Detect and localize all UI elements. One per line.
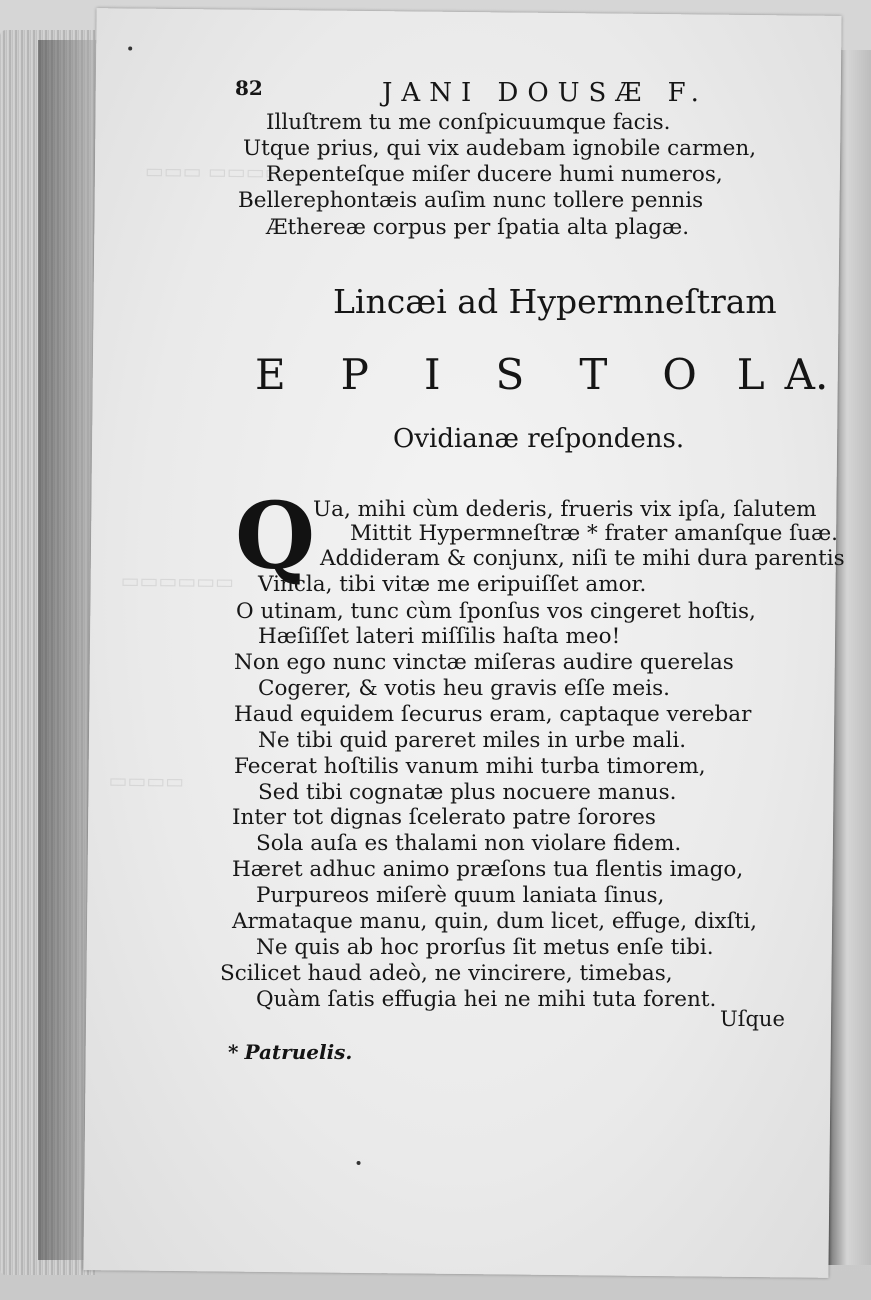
- verse-line: Sed tibi cognatæ plus nocuere manus.: [258, 780, 677, 805]
- catchword: Uſque: [720, 1007, 785, 1031]
- verse-line: Quàm ſatis effugia hei ne mihi tuta forent.: [256, 987, 717, 1012]
- drop-cap: Q: [235, 482, 316, 590]
- verse-line: Bellerephontæis auſim nunc tollere pennis: [238, 188, 704, 213]
- epistola-heading: [255, 350, 828, 399]
- verse-line: Armataque manu, quin, dum licet, effuge, dixſti,: [232, 909, 757, 934]
- heading-letter: S: [495, 350, 525, 399]
- verse-line: Ne quis ab hoc prorſus ſit metus enſe tibi.: [256, 935, 714, 960]
- verse-line: Repenteſque miſer ducere humi numeros,: [266, 162, 723, 187]
- heading-letter: I: [423, 350, 441, 399]
- verse-line: Hæret adhuc animo præſons tua flentis imago,: [232, 857, 744, 882]
- page-number: 82: [235, 76, 263, 100]
- verse-line: Æthereæ corpus per ſpatia alta plagæ.: [266, 215, 690, 240]
- heading-letter: A.: [784, 350, 829, 399]
- verse-line: O utinam, tunc cùm ſponſus vos cingeret hoſtis,: [236, 599, 756, 624]
- verse-line: Scilicet haud adeò, ne vincirere, timebas,: [220, 961, 673, 986]
- verse-line: Cogerer, & votis heu gravis eſſe meis.: [258, 676, 670, 701]
- verse-line: Non ego nunc vinctæ miſeras audire querelas: [234, 650, 734, 675]
- epistle-subtitle: Ovidianæ reſpondens.: [393, 424, 685, 454]
- footnote-mark: *: [228, 1040, 239, 1064]
- verse-line: Sola auſa es thalami non violare fidem.: [256, 831, 682, 856]
- verse-line: Vincla, tibi vitæ me eripuiſſet amor.: [258, 572, 647, 597]
- heading-letter: O: [662, 350, 697, 399]
- show-through-text: ▭▭▭▭▭▭: [120, 568, 235, 594]
- verse-line: Inter tot dignas ſcelerato patre ſorores: [232, 805, 656, 830]
- heading-letter: P: [340, 350, 369, 399]
- verse-line: Mittit Hypermneſtræ * frater amanſque ſuæ.: [350, 521, 839, 546]
- verse-line: Hæſiſſet lateri miſſilis haſta meo!: [258, 624, 621, 649]
- epistle-title: Lincæi ad Hypermneſtram: [333, 282, 777, 321]
- verse-line: Fecerat hoſtilis vanum mihi turba timorem,: [234, 754, 706, 779]
- heading-letter: E: [255, 350, 286, 399]
- verse-line: Utque prius, qui vix audebam ignobile carmen,: [243, 136, 757, 161]
- running-head-title: JANI DOUSÆ F.: [382, 78, 708, 108]
- paper-speck: [357, 1161, 361, 1165]
- verse-line: Ua, mihi cùm dederis, frueris vix ipſa, ſalutem: [313, 497, 817, 522]
- verse-line: Purpureos miſerè quum laniata ſinus,: [256, 883, 665, 908]
- paper-speck: [128, 46, 132, 50]
- footnote: [228, 1040, 352, 1064]
- verse-line: Haud equidem ſecurus eram, captaque verebar: [234, 702, 752, 727]
- show-through-text: ▭▭▭▭: [108, 768, 185, 794]
- heading-letter: L: [736, 350, 765, 399]
- verse-line: Ne tibi quid pareret miles in urbe mali.: [258, 728, 687, 753]
- verse-line: Illuſtrem tu me conſpicuumque facis.: [266, 110, 671, 135]
- heading-letter: T: [579, 350, 608, 399]
- footnote-text: Patruelis.: [244, 1040, 353, 1064]
- verse-line: Addideram & conjunx, niſi te mihi dura parentis: [320, 546, 845, 571]
- show-through-text: ▭▭▭ ▭▭▭▭: [144, 158, 284, 185]
